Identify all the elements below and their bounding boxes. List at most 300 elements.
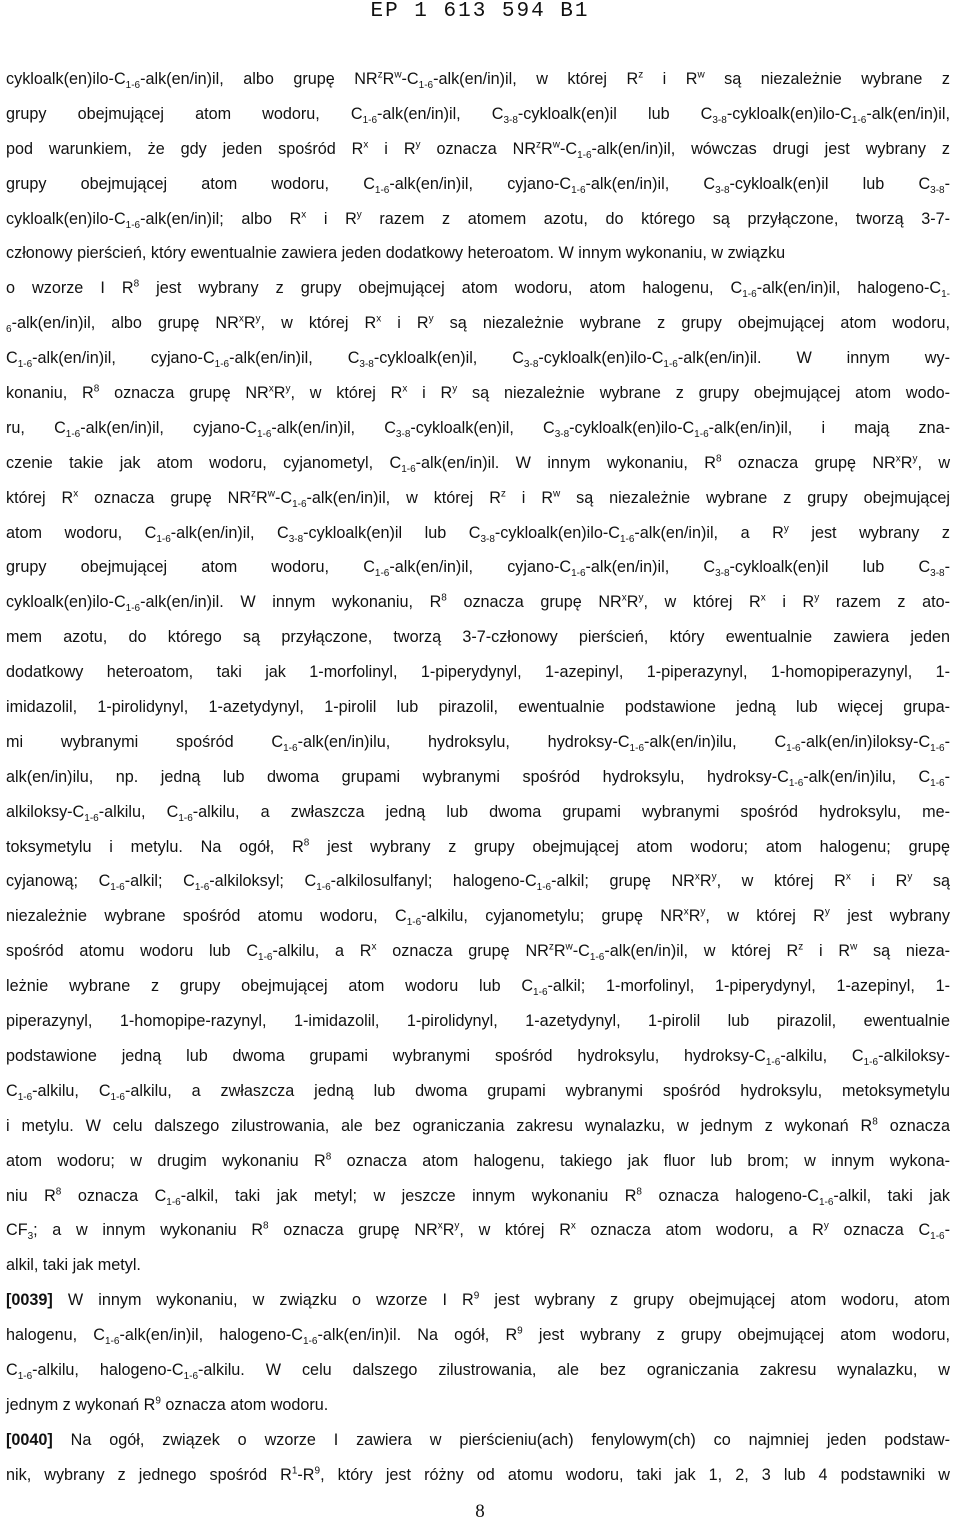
superscript: w	[552, 139, 560, 151]
superscript: x	[570, 1221, 576, 1232]
text-run: i R	[803, 942, 851, 961]
text-run: -cykloalk(en)il lub C	[729, 174, 931, 193]
text-run: -cykloalk(en)il, C	[410, 418, 555, 437]
text-run: podstawione jedną lub dwoma grupami wybranymi spośród hydroksylu, hydroksy-C	[6, 1046, 766, 1065]
subscript: 1-6	[694, 429, 709, 441]
superscript: x	[73, 488, 79, 500]
text-run: czenie takie jak atom wodoru, cyjanometyl, C	[6, 453, 402, 472]
text-run: i R	[368, 139, 416, 158]
text-line	[6, 550, 950, 585]
document-body	[6, 62, 950, 1493]
subscript: 1-6	[418, 80, 434, 92]
superscript: x	[621, 592, 627, 604]
superscript: z	[798, 941, 804, 953]
text-run: -R	[297, 1465, 315, 1484]
text-run: mem azotu, do którego są przyłączone, tworzą 3-7-członowy pierścień, który ewentualnie zawiera jeden	[6, 628, 950, 647]
text-line	[6, 1144, 950, 1179]
subscript: 3-8	[554, 429, 570, 441]
text-run: -alk(en/in)il, w której R	[604, 942, 799, 961]
text-line	[6, 725, 950, 760]
text-run: dodatkowy heteroatom, taki jak 1-morfolinyl, 1-piperydynyl, 1-azepinyl, 1-piperazynyl, 1-homopiperazynyl, 1-	[6, 663, 950, 682]
subscript: 1-	[941, 289, 950, 301]
text-run: -alkilu, a zwłaszcza jedną lub dwoma grupami wybranymi spośród hydroksylu, me-	[192, 802, 950, 821]
text-run: -cykloalk(en)ilo-C	[494, 523, 620, 542]
text-run: C	[6, 1360, 18, 1379]
text-run: grupy obejmującej atom wodoru, C	[6, 104, 363, 123]
superscript: y	[823, 1221, 829, 1232]
superscript: y	[907, 872, 913, 884]
text-line	[6, 62, 950, 97]
subscript: 1-6	[629, 743, 644, 755]
text-run: jest wybrany z grupy obejmującej atom wodoru, atom halogenu, C	[139, 279, 743, 298]
superscript: y	[824, 906, 830, 918]
text-run: -alkil; grupę NR	[551, 872, 695, 891]
superscript: y	[285, 383, 291, 395]
text-run: oznacza NR	[420, 139, 537, 158]
superscript: x	[694, 872, 700, 884]
subscript: 3-8	[480, 533, 495, 545]
text-line	[6, 760, 950, 795]
text-run: halogenu, C	[6, 1326, 105, 1345]
text-run: -alk(en/in)il,	[866, 104, 950, 123]
subscript: 1-6	[156, 533, 171, 545]
superscript: z	[251, 488, 257, 500]
text-line	[6, 934, 950, 969]
superscript: z	[500, 488, 506, 500]
paragraph-number: [0039]	[6, 1291, 53, 1310]
superscript: y	[638, 592, 644, 604]
text-run: -alk(en/in)il, w której R	[306, 488, 501, 507]
subscript: 1-6	[166, 1196, 181, 1208]
subscript: 1-6	[214, 359, 230, 371]
text-run: oznacza grupę NR	[446, 593, 622, 612]
superscript: x	[437, 1221, 443, 1232]
subscript: 1-6	[84, 812, 99, 824]
superscript: 8	[325, 1151, 332, 1163]
text-line	[6, 795, 950, 830]
text-run: konaniu, R	[6, 384, 94, 403]
superscript: x	[301, 209, 307, 221]
text-run: CF	[6, 1221, 28, 1240]
text-run: atom wodoru, C	[6, 523, 157, 542]
text-run: -alkil; 1-morfolinyl, 1-piperydynyl, 1-azepinyl, 1-	[547, 977, 950, 996]
superscript: 9	[473, 1290, 480, 1302]
subscript: 1-6	[374, 568, 390, 580]
subscript: 3	[27, 1231, 34, 1243]
text-run: -alkilu, a zwłaszcza jedną lub dwoma grupami wybranymi spośród hydroksylu, metoksymetylu	[124, 1081, 950, 1100]
text-run: oznacza grupę NR	[721, 453, 896, 472]
text-run: -cykloalk(en)ilo-C	[538, 349, 664, 368]
text-line	[6, 1179, 950, 1214]
text-run: i R	[850, 872, 908, 891]
superscript: y	[700, 906, 706, 918]
text-run: jednym z wykonań R	[6, 1395, 156, 1414]
text-run: -alkilu, C	[98, 802, 179, 821]
text-run: -alk(en/in)il. W innym wy-	[677, 349, 950, 368]
superscript: 9	[155, 1395, 161, 1407]
superscript: w	[394, 69, 402, 81]
subscript: 1-6	[930, 778, 945, 790]
text-run: atom wodoru; w drugim wykonaniu R	[6, 1151, 326, 1170]
superscript: w	[565, 941, 573, 953]
text-run: niezależnie wybrane spośród atomu wodoru, C	[6, 907, 407, 926]
subscript: 1-6	[851, 115, 867, 127]
text-run: i R	[765, 593, 815, 612]
text-run: cykloalk(en)ilo-C	[6, 209, 126, 228]
subscript: 1-6	[65, 429, 81, 441]
superscript: z	[638, 69, 644, 81]
text-line	[6, 1458, 950, 1493]
text-run: -alk(en/in)il, albo grupę NR	[140, 70, 378, 88]
text-run: -alk(en/in)il, a R	[634, 523, 784, 542]
text-run: -cykloalk(en)ilo-C	[726, 104, 852, 123]
subscript: 1-6	[303, 1336, 318, 1348]
subscript: 1-6	[930, 743, 945, 755]
subscript: 1-6	[125, 80, 141, 92]
subscript: 1-6	[788, 778, 804, 790]
subscript: 1-6	[619, 533, 635, 545]
superscript: y	[255, 313, 261, 325]
subscript: 3-8	[715, 184, 730, 196]
text-run: -alkilu, a R	[272, 942, 372, 961]
text-run: o wzorze I R	[6, 279, 134, 298]
superscript: 1	[291, 1465, 298, 1477]
text-run: C	[6, 349, 18, 368]
superscript: x	[371, 941, 377, 953]
text-run: jest wybrany z grupy obejmującej atom wodoru, atom	[479, 1291, 950, 1310]
text-run: oznacza halogeno-C	[641, 1186, 819, 1205]
text-line	[6, 655, 950, 690]
text-run: -C	[401, 70, 419, 88]
text-line	[6, 167, 950, 202]
text-run: są nieza-	[857, 942, 951, 961]
text-run: imidazolil, 1-pirolidynyl, 1-azetydynyl, 1-pirolil lub pirazolil, ewentualnie podstawione jedną lub więcej grupa-	[6, 698, 950, 717]
text-run: cykloalk(en)ilo-C	[6, 70, 126, 88]
text-run: oznacza atom wodoru, a R	[575, 1221, 824, 1240]
text-run: -alkilu, cyjanometylu; grupę NR	[421, 907, 684, 926]
text-run: -alk(en/in)il, C	[229, 349, 360, 368]
superscript: y	[428, 313, 434, 325]
text-run: -alk(en/in)il, halogeno-C	[756, 279, 942, 298]
text-run: są niezależnie wybrane z grupy obejmującej	[560, 488, 950, 507]
superscript: 8	[715, 453, 722, 465]
text-line	[6, 1213, 950, 1248]
superscript: z	[536, 139, 542, 151]
subscript: 1-6	[406, 917, 422, 929]
superscript: x	[895, 453, 901, 465]
subscript: 1-6	[374, 184, 390, 196]
text-run: oznacza C	[828, 1221, 931, 1240]
text-run: ; a w innym wykonaniu R	[33, 1221, 264, 1240]
text-line	[6, 341, 950, 376]
text-run: razem z ato-	[819, 593, 951, 612]
text-run: cyjanową; C	[6, 872, 111, 891]
text-run: -alk(en/in)il, wówczas drugi jest wybrany z	[591, 139, 951, 158]
text-run: -alk(en/in)il, halogeno-C	[119, 1326, 303, 1345]
subscript: 1-6	[577, 150, 592, 162]
text-run: , w której R	[290, 384, 403, 403]
text-run: -	[944, 732, 950, 751]
superscript: x	[683, 906, 689, 918]
text-run: jest wybrany	[829, 907, 950, 926]
superscript: z	[548, 941, 554, 953]
text-run: leżnie wybrane z grupy obejmującej atom wodoru lub C	[6, 977, 534, 996]
text-run: alkil, taki jak metyl.	[6, 1256, 141, 1275]
subscript: 1-6	[125, 603, 141, 615]
text-run: są	[912, 872, 951, 891]
text-run: jest wybrany z grupy obejmującej atom wodoru; atom halogenu; grupę	[309, 837, 950, 856]
superscript: x	[845, 872, 851, 884]
text-line	[6, 1353, 950, 1388]
subscript: 1-6	[818, 1196, 834, 1208]
subscript: 1-6	[283, 743, 298, 755]
subscript: 1-6	[533, 987, 548, 999]
subscript: 1-6	[105, 1336, 120, 1348]
superscript: w	[553, 488, 561, 500]
text-line	[6, 620, 950, 655]
text-line	[6, 1318, 950, 1353]
text-run: -alk(en/in)iloksy-C	[800, 732, 931, 751]
text-line	[6, 585, 950, 620]
text-run: R	[900, 453, 913, 472]
superscript: x	[760, 592, 766, 604]
text-run: -alk(en/in)il, albo grupę NR	[11, 314, 239, 333]
subscript: 1-6	[589, 952, 605, 964]
text-run: i R	[505, 488, 554, 507]
text-run: -alkil; C	[124, 872, 195, 891]
patent-number-header: EP 1 613 594 B1	[370, 0, 590, 23]
superscript: 9	[517, 1325, 523, 1337]
subscript: 1-6	[571, 184, 586, 196]
superscript: x	[402, 383, 408, 395]
subscript: 3-8	[359, 359, 374, 371]
subscript: 1-6	[178, 812, 193, 824]
text-line	[6, 1039, 950, 1074]
text-run: -cykloalk(en)il lub C	[517, 104, 713, 123]
text-run: jest wybrany z grupy obejmującej atom wodoru,	[522, 1326, 951, 1345]
text-run: -alk(en/in)ilu, C	[803, 767, 931, 786]
text-run: niu R	[6, 1186, 56, 1205]
text-run: spośród atomu wodoru lub C	[6, 942, 259, 961]
text-run: , w której R	[260, 314, 377, 333]
text-run: R	[273, 384, 286, 403]
superscript: y	[415, 139, 421, 151]
text-run: -alk(en/in)il, cyjano-C	[389, 558, 572, 577]
text-run: -alk(en/in)il, i mają zna-	[708, 418, 950, 437]
superscript: 8	[55, 1186, 62, 1198]
superscript: w	[267, 488, 275, 500]
subscript: 1-6	[362, 115, 378, 127]
superscript: y	[912, 453, 918, 465]
subscript: 1-6	[571, 568, 586, 580]
text-run: Na ogół, związek o wzorze I zawiera w pierścieniu(ach) fenylowym(ch) co najmniej jeden podstaw-	[52, 1430, 950, 1449]
page-number: 8	[475, 1501, 485, 1522]
text-run: -C	[274, 488, 293, 507]
text-run: -alkilu, C	[32, 1081, 111, 1100]
text-line	[6, 864, 950, 899]
text-run: , w której R	[643, 593, 761, 612]
subscript: 1-6	[194, 882, 210, 894]
text-line	[6, 1109, 950, 1144]
text-line	[6, 376, 950, 411]
text-run: R	[382, 70, 395, 88]
subscript: 3-8	[715, 568, 730, 580]
text-run: alk(en/in)ilu, np. jedną lub dwoma grupami wybranymi spośród hydroksylu, hydroksy-C	[6, 767, 789, 786]
text-line	[6, 202, 950, 237]
subscript: 1-6	[258, 952, 273, 964]
text-run: razem z atomem azotu, do którego są przyłączone, tworzą 3-7-	[361, 209, 951, 228]
superscript: 8	[263, 1221, 269, 1232]
text-run: ru, C	[6, 418, 66, 437]
text-run: -cykloalk(en)il, C	[373, 349, 524, 368]
text-run: cykloalk(en)ilo-C	[6, 593, 126, 612]
text-run: i R	[306, 209, 357, 228]
text-line	[6, 481, 950, 516]
superscript: y	[711, 872, 717, 884]
text-run: -alkilu, C	[780, 1046, 864, 1065]
text-run: R	[243, 314, 256, 333]
text-run: R	[699, 872, 712, 891]
subscript: 1-6	[930, 1231, 945, 1243]
superscript: x	[363, 139, 369, 151]
text-run: i R	[381, 314, 429, 333]
text-run: -alkilu, halogeno-C	[32, 1360, 184, 1379]
text-line	[6, 306, 950, 341]
text-line	[6, 690, 950, 725]
text-run: -alk(en/in)il, C	[271, 418, 396, 437]
text-run: -alk(en/in)il, C	[585, 174, 716, 193]
subscript: 3-8	[930, 184, 945, 196]
subscript: 3-8	[930, 568, 945, 580]
text-run: oznacza grupę NR	[99, 384, 269, 403]
superscript: 8	[636, 1186, 642, 1198]
text-run: R	[541, 139, 553, 158]
text-run: R	[688, 907, 701, 926]
text-run: W innym wykonaniu, w związku o wzorze I R	[52, 1291, 474, 1310]
text-run: grupy obejmującej atom wodoru, C	[6, 174, 375, 193]
text-line	[6, 1074, 950, 1109]
subscript: 1-6	[256, 429, 272, 441]
text-run: , w której R	[716, 872, 846, 891]
subscript: 1-6	[110, 1092, 125, 1104]
subscript: 1-6	[17, 1092, 33, 1104]
superscript: 8	[441, 592, 447, 604]
text-run: -alk(en/in)il, cyjano-C	[389, 174, 572, 193]
subscript: 1-6	[663, 359, 678, 371]
text-run: oznacza grupę NR	[78, 488, 252, 507]
text-run: -alk(en/in)il, C	[377, 104, 504, 123]
text-run: -cykloalk(en)ilo-C	[569, 418, 695, 437]
text-run: -alk(en/in)ilu, hydroksylu, hydroksy-C	[297, 732, 630, 751]
superscript: y	[783, 523, 789, 535]
text-run: -cykloalk(en)il lub C	[303, 523, 481, 542]
text-run: -C	[559, 139, 578, 158]
text-run: -C	[572, 942, 590, 961]
text-line	[6, 830, 950, 865]
text-run: , w której R	[705, 907, 825, 926]
text-line	[6, 132, 950, 167]
text-run: -	[944, 1221, 950, 1240]
superscript: x	[376, 313, 382, 325]
text-run: toksymetylu i metylu. Na ogół, R	[6, 837, 304, 856]
text-run: -	[944, 174, 950, 193]
text-run: R	[553, 942, 566, 961]
text-line	[6, 1423, 950, 1458]
superscript: z	[377, 69, 383, 81]
text-run: -alk(en/in)il, cyjano-C	[32, 349, 215, 368]
text-run: piperazynyl, 1-homopipe-razynyl, 1-imidazolil, 1-pirolidynyl, 1-azetydynyl, 1-pirolil lub pirazolil, ewentualnie	[6, 1012, 950, 1031]
text-line	[6, 516, 950, 551]
text-line	[6, 271, 950, 306]
subscript: 3-8	[712, 115, 727, 127]
superscript: w	[697, 69, 705, 81]
text-run: , w	[917, 453, 951, 472]
text-run: -alk(en/in)il. Na ogół, R	[317, 1326, 518, 1345]
text-run: -alk(en/in)il, C	[585, 558, 716, 577]
text-run: oznacza	[877, 1116, 950, 1135]
text-run: -alkil, taki jak	[833, 1186, 951, 1205]
subscript: 1-6	[765, 1057, 781, 1069]
text-line	[6, 236, 950, 271]
text-run: -alk(en/in)il. W innym wykonaniu, R	[140, 593, 442, 612]
superscript: y	[356, 209, 362, 221]
text-run: R	[256, 488, 268, 507]
text-line	[6, 1388, 950, 1423]
text-run: R	[626, 593, 639, 612]
text-run: której R	[6, 488, 74, 507]
subscript: 3-8	[523, 359, 539, 371]
text-line	[6, 1004, 950, 1039]
subscript: 1-6	[183, 1371, 199, 1383]
text-run: oznacza grupę NR	[268, 1221, 438, 1240]
text-run: oznacza grupę NR	[376, 942, 549, 961]
subscript: 1-6	[110, 882, 125, 894]
text-run: , który jest różny od atomu wodoru, taki jak 1, 2, 3 lub 4 podstawniki w	[320, 1465, 950, 1484]
superscript: 8	[93, 383, 100, 395]
text-run: pod warunkiem, że gdy jeden spośród R	[6, 139, 364, 158]
text-run: oznacza atom halogenu, takiego jak fluor lub brom; w innym wykona-	[331, 1151, 950, 1170]
text-line	[6, 446, 950, 481]
text-run: -alkiloksyl; C	[209, 872, 317, 891]
subscript: 6	[6, 324, 12, 336]
subscript: 1-6	[292, 498, 307, 510]
subscript: 1-6	[863, 1057, 879, 1069]
subscript: 1-6	[17, 1371, 33, 1383]
text-run: są niezależnie wybrane z	[704, 70, 951, 88]
superscript: 8	[133, 278, 140, 290]
text-run: -	[944, 767, 950, 786]
subscript: 1-6	[536, 882, 552, 894]
text-run: -alk(en/in)il, C	[170, 523, 289, 542]
text-line	[6, 411, 950, 446]
text-run: są niezależnie wybrane z grupy obejmującej atom wodo-	[457, 384, 950, 403]
superscript: w	[850, 941, 858, 953]
text-run: -alkilu. W celu dalszego zilustrowania, ale bez ograniczania zakresu wynalazku, w	[198, 1360, 950, 1379]
superscript: 8	[303, 837, 310, 849]
subscript: 1-6	[17, 359, 33, 371]
subscript: 3-8	[395, 429, 411, 441]
text-run: jest wybrany z	[788, 523, 950, 542]
superscript: 9	[314, 1465, 321, 1477]
superscript: y	[454, 1221, 460, 1232]
text-run: -	[944, 558, 950, 577]
superscript: y	[814, 592, 820, 604]
text-run: alkiloksy-C	[6, 802, 85, 821]
subscript: 1-6	[786, 743, 801, 755]
text-run: C	[6, 1081, 18, 1100]
text-run: -alkilosulfanyl; halogeno-C	[330, 872, 537, 891]
superscript: x	[238, 313, 244, 325]
